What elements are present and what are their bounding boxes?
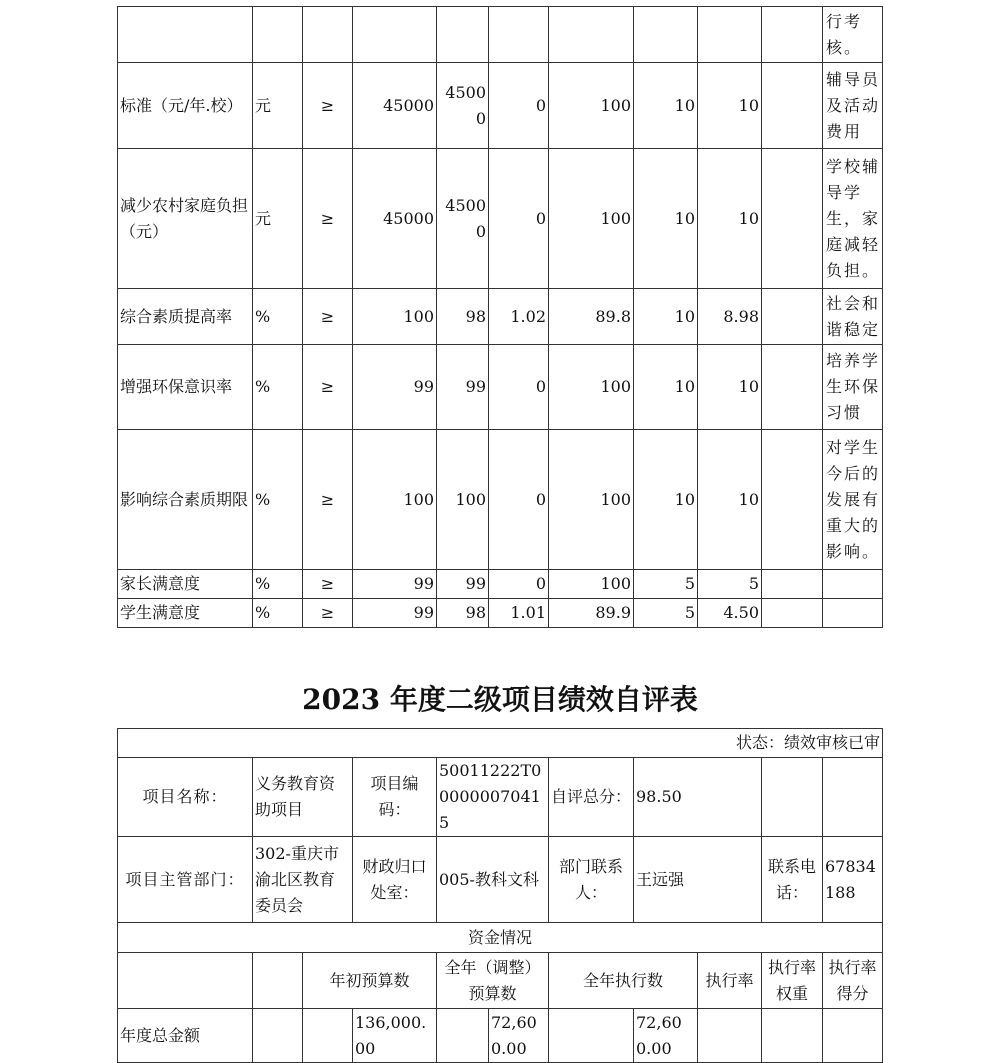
indicator-blank xyxy=(762,430,823,570)
indicator-weight: 10 xyxy=(634,430,698,570)
indicator-note: 辅导员及活动费用 xyxy=(823,63,883,149)
indicator-operator: ≥ xyxy=(303,149,353,289)
indicator-score: 10 xyxy=(698,63,762,149)
indicator-name: 家长满意度 xyxy=(118,570,253,599)
indicator-deviation: 1.01 xyxy=(489,599,549,628)
indicator-actual: 99 xyxy=(437,570,489,599)
contact-value: 王远强 xyxy=(634,837,762,923)
empty-cell xyxy=(823,758,883,837)
empty-cell xyxy=(437,1009,489,1063)
indicator-unit xyxy=(253,7,303,63)
table-row xyxy=(118,345,883,430)
empty-cell xyxy=(762,1009,823,1063)
indicator-name: 影响综合素质期限 xyxy=(118,430,253,570)
indicator-actual: 100 xyxy=(437,430,489,570)
indicator-operator: ≥ xyxy=(303,63,353,149)
indicator-weight: 5 xyxy=(634,599,698,628)
indicator-actual xyxy=(437,7,489,63)
indicator-operator: ≥ xyxy=(303,345,353,430)
indicator-blank xyxy=(762,63,823,149)
table-row xyxy=(118,63,883,149)
indicator-score: 10 xyxy=(698,430,762,570)
empty-cell xyxy=(698,1009,762,1063)
indicator-note: 培养学生环保习惯 xyxy=(823,345,883,430)
indicator-rate: 100 xyxy=(549,149,634,289)
indicator-weight xyxy=(634,7,698,63)
indicator-score: 8.98 xyxy=(698,289,762,345)
indicator-deviation: 0 xyxy=(489,149,549,289)
project-code-value: 50011222T000000070415 xyxy=(437,758,549,837)
indicator-weight: 10 xyxy=(634,289,698,345)
indicator-name: 综合素质提高率 xyxy=(118,289,253,345)
indicator-note: 对学生今后的发展有重大的影响。 xyxy=(823,430,883,570)
indicator-note xyxy=(823,570,883,599)
empty-cell xyxy=(118,953,253,1009)
indicator-actual: 45000 xyxy=(437,63,489,149)
dept-value: 302-重庆市渝北区教育委员会 xyxy=(253,837,353,923)
indicator-target: 99 xyxy=(353,570,437,599)
indicator-target: 99 xyxy=(353,599,437,628)
indicator-target: 99 xyxy=(353,345,437,430)
indicator-unit: 元 xyxy=(253,149,303,289)
self-score-label: 自评总分： xyxy=(549,758,634,837)
indicator-target: 100 xyxy=(353,289,437,345)
indicator-rate xyxy=(549,7,634,63)
indicator-name: 增强环保意识率 xyxy=(118,345,253,430)
indicator-name: 减少农村家庭负担（元） xyxy=(118,149,253,289)
empty-cell xyxy=(549,1009,634,1063)
table-row xyxy=(118,430,883,570)
indicator-target: 100 xyxy=(353,430,437,570)
indicator-rate: 100 xyxy=(549,570,634,599)
indicator-blank xyxy=(762,570,823,599)
indicator-operator xyxy=(303,7,353,63)
self-evaluation-table xyxy=(117,728,883,1063)
indicator-actual: 45000 xyxy=(437,149,489,289)
indicator-unit: % xyxy=(253,570,303,599)
col-executed: 全年执行数 xyxy=(549,953,698,1009)
empty-cell xyxy=(762,758,823,837)
indicator-unit: % xyxy=(253,599,303,628)
indicator-rate: 100 xyxy=(549,430,634,570)
indicator-unit: 元 xyxy=(253,63,303,149)
indicator-note: 社会和谐稳定 xyxy=(823,289,883,345)
total-executed: 72,600.00 xyxy=(634,1009,698,1063)
table-row xyxy=(118,570,883,599)
project-code-label: 项目编码： xyxy=(353,758,437,837)
report-title: 2023 年度二级项目绩效自评表 xyxy=(302,683,698,716)
indicator-note: 学校辅导学生，家庭减轻负担。 xyxy=(823,149,883,289)
indicator-score xyxy=(698,7,762,63)
indicator-unit: % xyxy=(253,430,303,570)
indicator-target xyxy=(353,7,437,63)
indicator-weight: 5 xyxy=(634,570,698,599)
indicator-operator: ≥ xyxy=(303,599,353,628)
table-row xyxy=(118,149,883,289)
indicator-table xyxy=(117,6,883,628)
indicator-operator: ≥ xyxy=(303,289,353,345)
indicator-deviation: 0 xyxy=(489,345,549,430)
indicator-deviation xyxy=(489,7,549,63)
col-adjusted-budget: 全年（调整）预算数 xyxy=(437,953,549,1009)
col-execution-rate: 执行率 xyxy=(698,953,762,1009)
indicator-weight: 10 xyxy=(634,345,698,430)
indicator-name: 标准（元/年.校） xyxy=(118,63,253,149)
indicator-operator: ≥ xyxy=(303,430,353,570)
indicator-target: 45000 xyxy=(353,63,437,149)
dept-label: 项目主管部门： xyxy=(118,837,253,923)
indicator-blank xyxy=(762,149,823,289)
indicator-blank xyxy=(762,289,823,345)
indicator-note xyxy=(823,599,883,628)
table-row xyxy=(118,289,883,345)
total-initial: 136,000.00 xyxy=(353,1009,437,1063)
table-row xyxy=(118,599,883,628)
project-name-label: 项目名称： xyxy=(118,758,253,837)
indicator-actual: 98 xyxy=(437,599,489,628)
indicator-rate: 89.8 xyxy=(549,289,634,345)
indicator-note: 行考核。 xyxy=(823,7,883,63)
indicator-weight: 10 xyxy=(634,63,698,149)
indicator-unit: % xyxy=(253,345,303,430)
total-label: 年度总金额 xyxy=(118,1009,253,1063)
funds-heading: 资金情况 xyxy=(118,923,883,953)
indicator-unit: % xyxy=(253,289,303,345)
self-score-value: 98.50 xyxy=(634,758,762,837)
indicator-score: 10 xyxy=(698,149,762,289)
indicator-actual: 98 xyxy=(437,289,489,345)
col-rate-score: 执行率得分 xyxy=(823,953,883,1009)
indicator-target: 45000 xyxy=(353,149,437,289)
indicator-name xyxy=(118,7,253,63)
phone-label: 联系电话： xyxy=(762,837,823,923)
indicator-actual: 99 xyxy=(437,345,489,430)
indicator-deviation: 0 xyxy=(489,63,549,149)
col-initial-budget: 年初预算数 xyxy=(303,953,437,1009)
indicator-rate: 100 xyxy=(549,63,634,149)
contact-label: 部门联系人： xyxy=(549,837,634,923)
indicator-rate: 100 xyxy=(549,345,634,430)
empty-cell xyxy=(823,1009,883,1063)
col-rate-weight: 执行率权重 xyxy=(762,953,823,1009)
finance-value: 005-教科文科 xyxy=(437,837,549,923)
empty-cell xyxy=(253,1009,303,1063)
phone-value: 67834188 xyxy=(823,837,883,923)
table-row xyxy=(118,7,883,63)
finance-label: 财政归口处室： xyxy=(353,837,437,923)
indicator-score: 5 xyxy=(698,570,762,599)
indicator-name: 学生满意度 xyxy=(118,599,253,628)
indicator-deviation: 0 xyxy=(489,570,549,599)
project-name-value: 义务教育资助项目 xyxy=(253,758,353,837)
empty-cell xyxy=(253,953,303,1009)
indicator-deviation: 0 xyxy=(489,430,549,570)
total-adjusted: 72,600.00 xyxy=(489,1009,549,1063)
indicator-rate: 89.9 xyxy=(549,599,634,628)
indicator-score: 10 xyxy=(698,345,762,430)
indicator-blank xyxy=(762,599,823,628)
empty-cell xyxy=(303,1009,353,1063)
indicator-deviation: 1.02 xyxy=(489,289,549,345)
indicator-score: 4.50 xyxy=(698,599,762,628)
indicator-weight: 10 xyxy=(634,149,698,289)
indicator-blank xyxy=(762,7,823,63)
status-text: 状态：绩效审核已审 xyxy=(118,729,883,758)
indicator-operator: ≥ xyxy=(303,570,353,599)
indicator-blank xyxy=(762,345,823,430)
